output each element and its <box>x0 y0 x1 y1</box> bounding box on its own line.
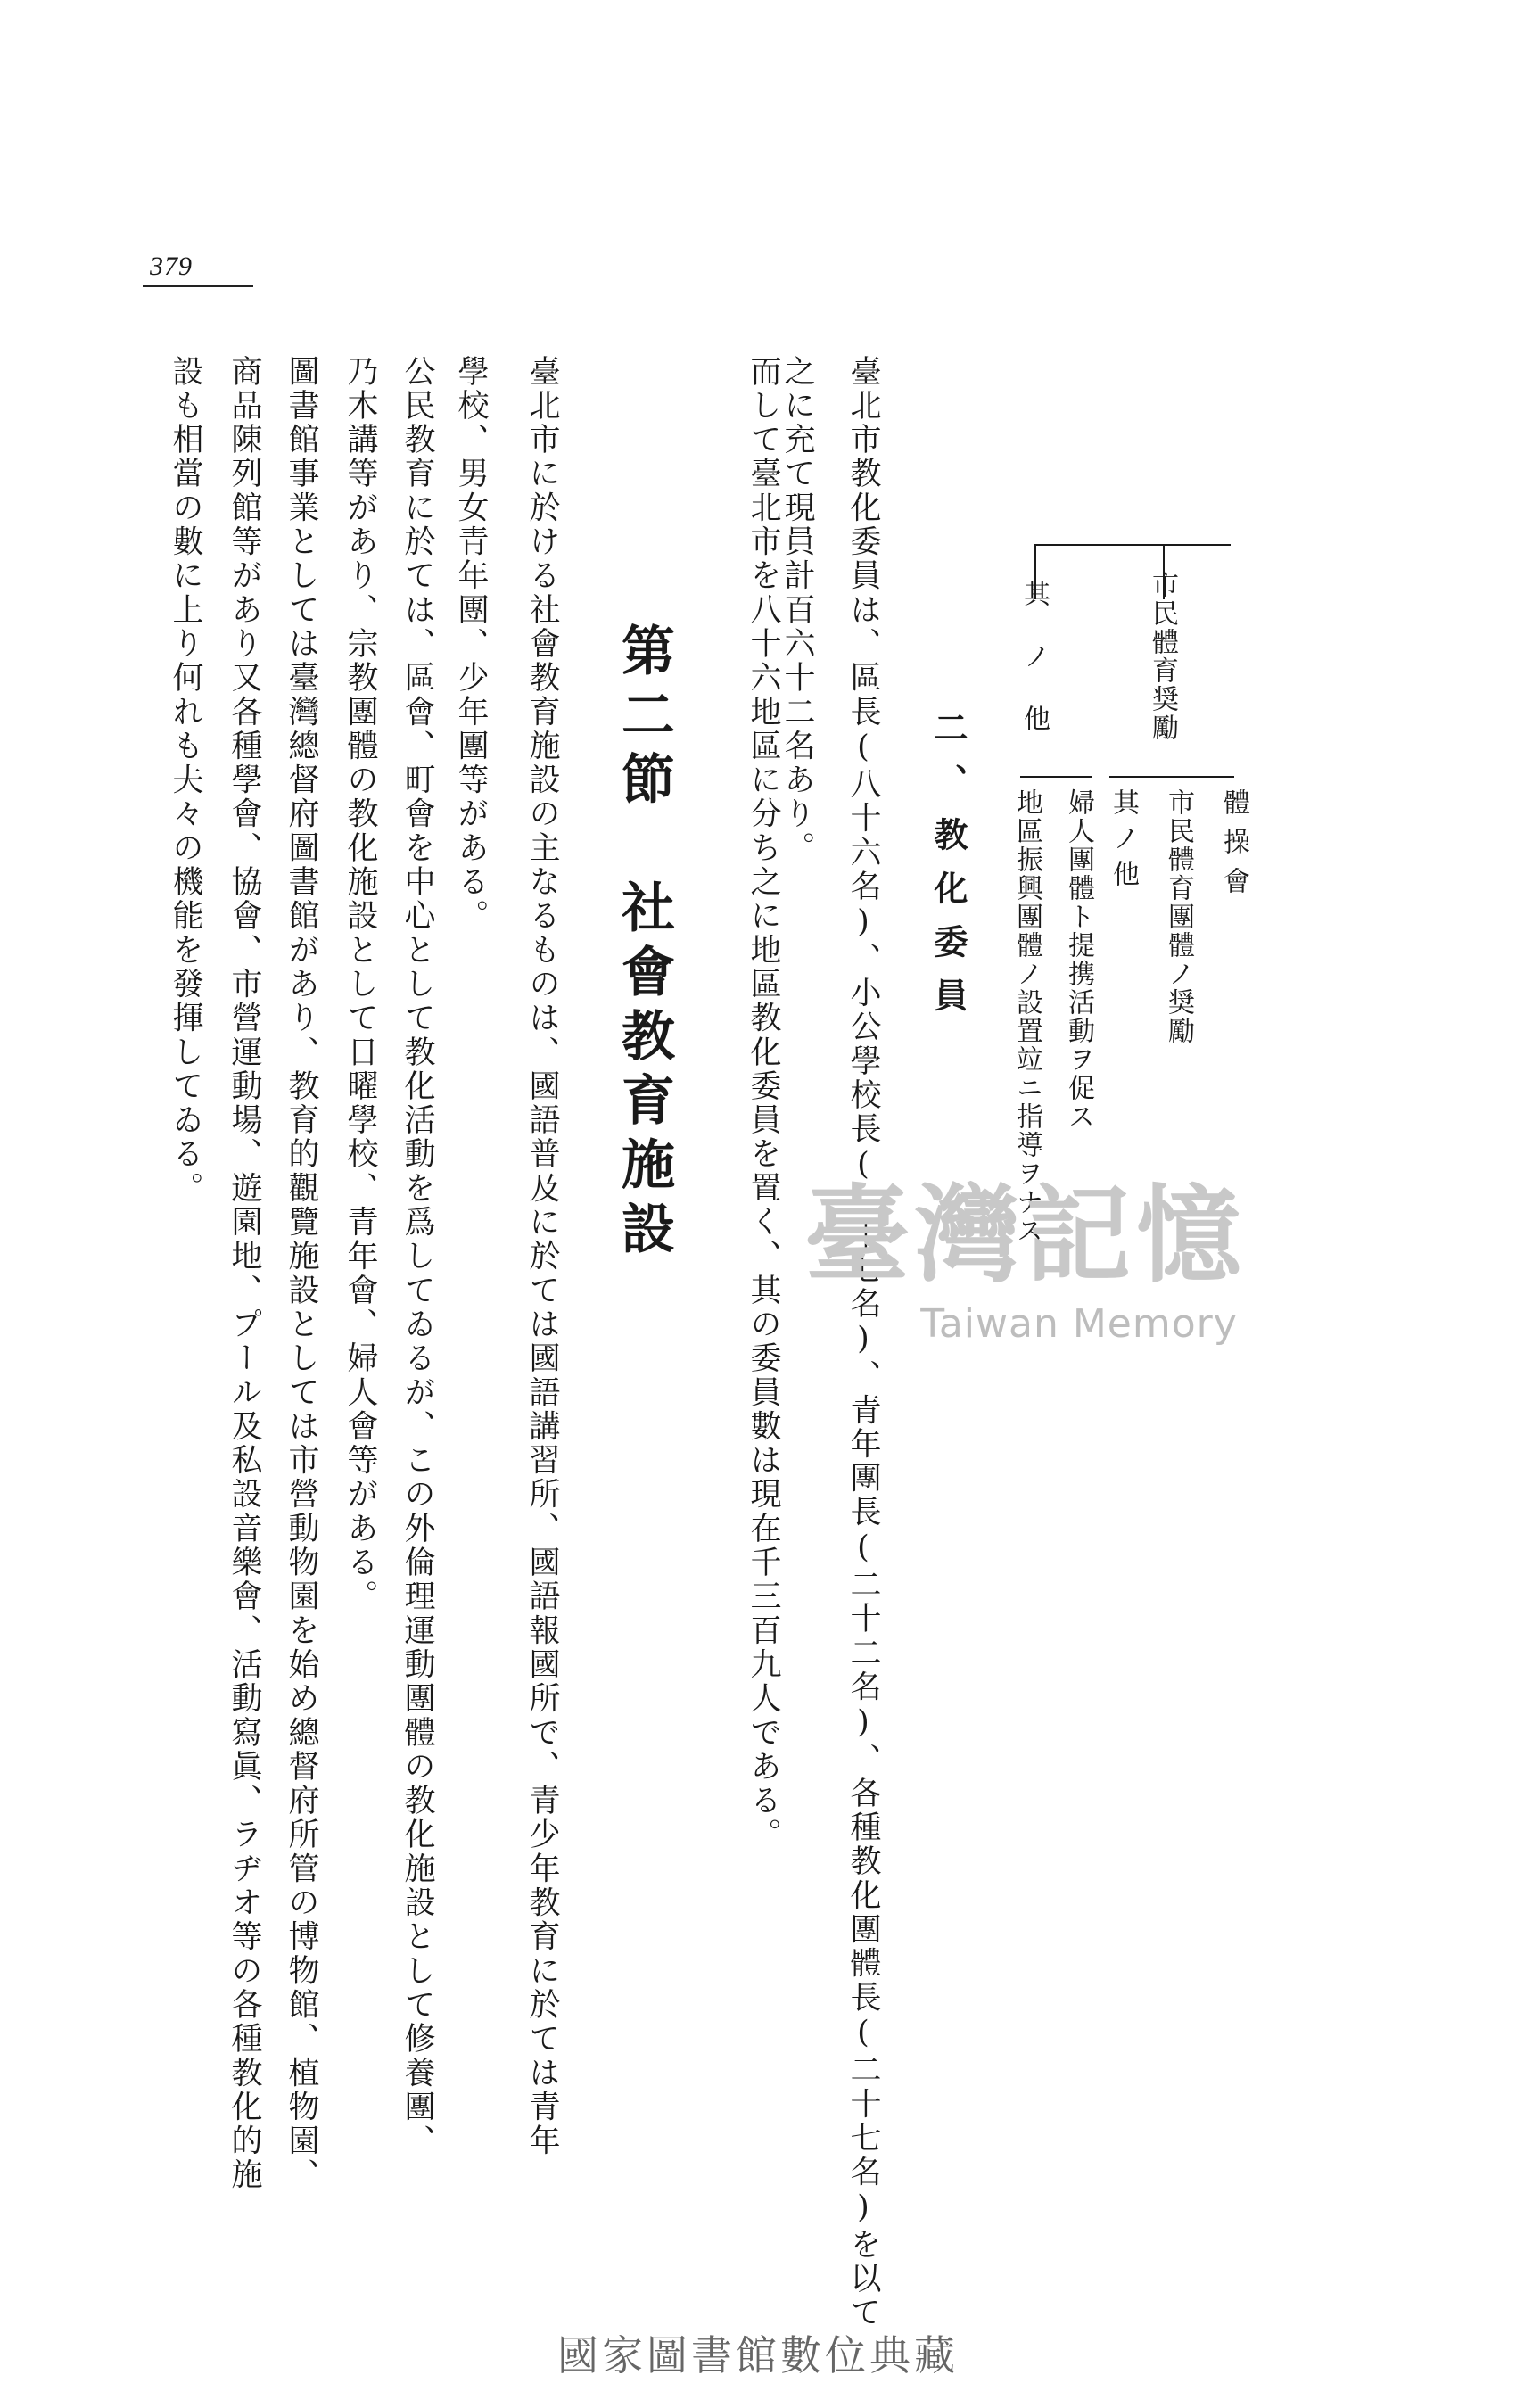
page-number-rule <box>143 285 253 287</box>
tree-other-children-line <box>1020 776 1092 778</box>
tree-root-children-line <box>1109 776 1234 778</box>
tree-root-label: 市民體育奨勵 <box>1147 571 1178 742</box>
watermark-english-text: Taiwan Memory <box>920 1301 1238 1347</box>
section-line-3: 而して臺北市を八十六地區に分ち之に地區教化委員を置く、其の委員數は現在千三百九人である。 <box>746 355 781 1852</box>
chapter-line-6: 商品陳列館等があり又各種學會、協會、市營運動場、遊園地、プール及私設音樂會、活動寫眞、ラヂオ等の各種教化的施 <box>227 355 262 2193</box>
tree-other-label: 其ノ他 <box>1018 580 1050 767</box>
tree-root-branch-line <box>1034 544 1231 546</box>
chapter-line-2: 學校、男女青年團、少年團等がある。 <box>453 355 489 934</box>
section-line-1: 臺北市教化委員は、區長(八十六名)、小公學校長(二十七名)、青年團長(二十二名)、各種教化團體長(二十七名)を以て <box>845 355 881 2330</box>
chapter-line-1: 臺北市に於ける社會教育施設の主なるものは、國語普及に於ては國語講習所、國語報國所で、青少年教育に於ては青年 <box>524 355 560 2158</box>
chapter-line-5: 圖書館事業としては臺灣總督府圖書館があり、教育的觀覽施設としては市營動物園を始め總督府所管の博物館、植物園、 <box>284 355 319 2193</box>
tree-root-child-3: 其ノ他 <box>1108 788 1139 895</box>
tree-other-child-2: 地區振興團體ノ設置竝ニ指導ヲナス <box>1011 788 1042 1245</box>
chapter-title: 第二節 社會教育施設 <box>613 623 675 1265</box>
footer-credit: 國家圖書館數位典藏 <box>557 2331 959 2379</box>
tree-root-child-2: 市民體育團體ノ奨勵 <box>1163 788 1194 1045</box>
chapter-line-4: 乃木講等があり、宗教團體の教化施設として日曜學校、青年會、婦人會等がある。 <box>342 355 378 1614</box>
chapter-line-7: 設も相當の數に上り何れも夫々の機能を發揮してゐる。 <box>168 355 203 1206</box>
section-line-2: 之に充て現員計百六十二名あり。 <box>779 355 815 866</box>
taiwan-memory-watermark <box>785 1168 1266 1373</box>
section-heading: 二、教化委員 <box>928 710 968 1031</box>
watermark-chinese-text: 臺灣記憶 <box>803 1173 1247 1297</box>
chapter-line-3: 公民教育に於ては、區會、町會を中心として教化活動を爲してゐるが、この外倫理運動團體の教化施設として修養團、 <box>400 355 435 2158</box>
tree-other-child-1: 婦人團體ト提携活動ヲ促ス <box>1063 788 1094 1131</box>
tree-root-child-1: 體操會 <box>1218 788 1249 906</box>
page-number: 379 <box>150 252 193 281</box>
